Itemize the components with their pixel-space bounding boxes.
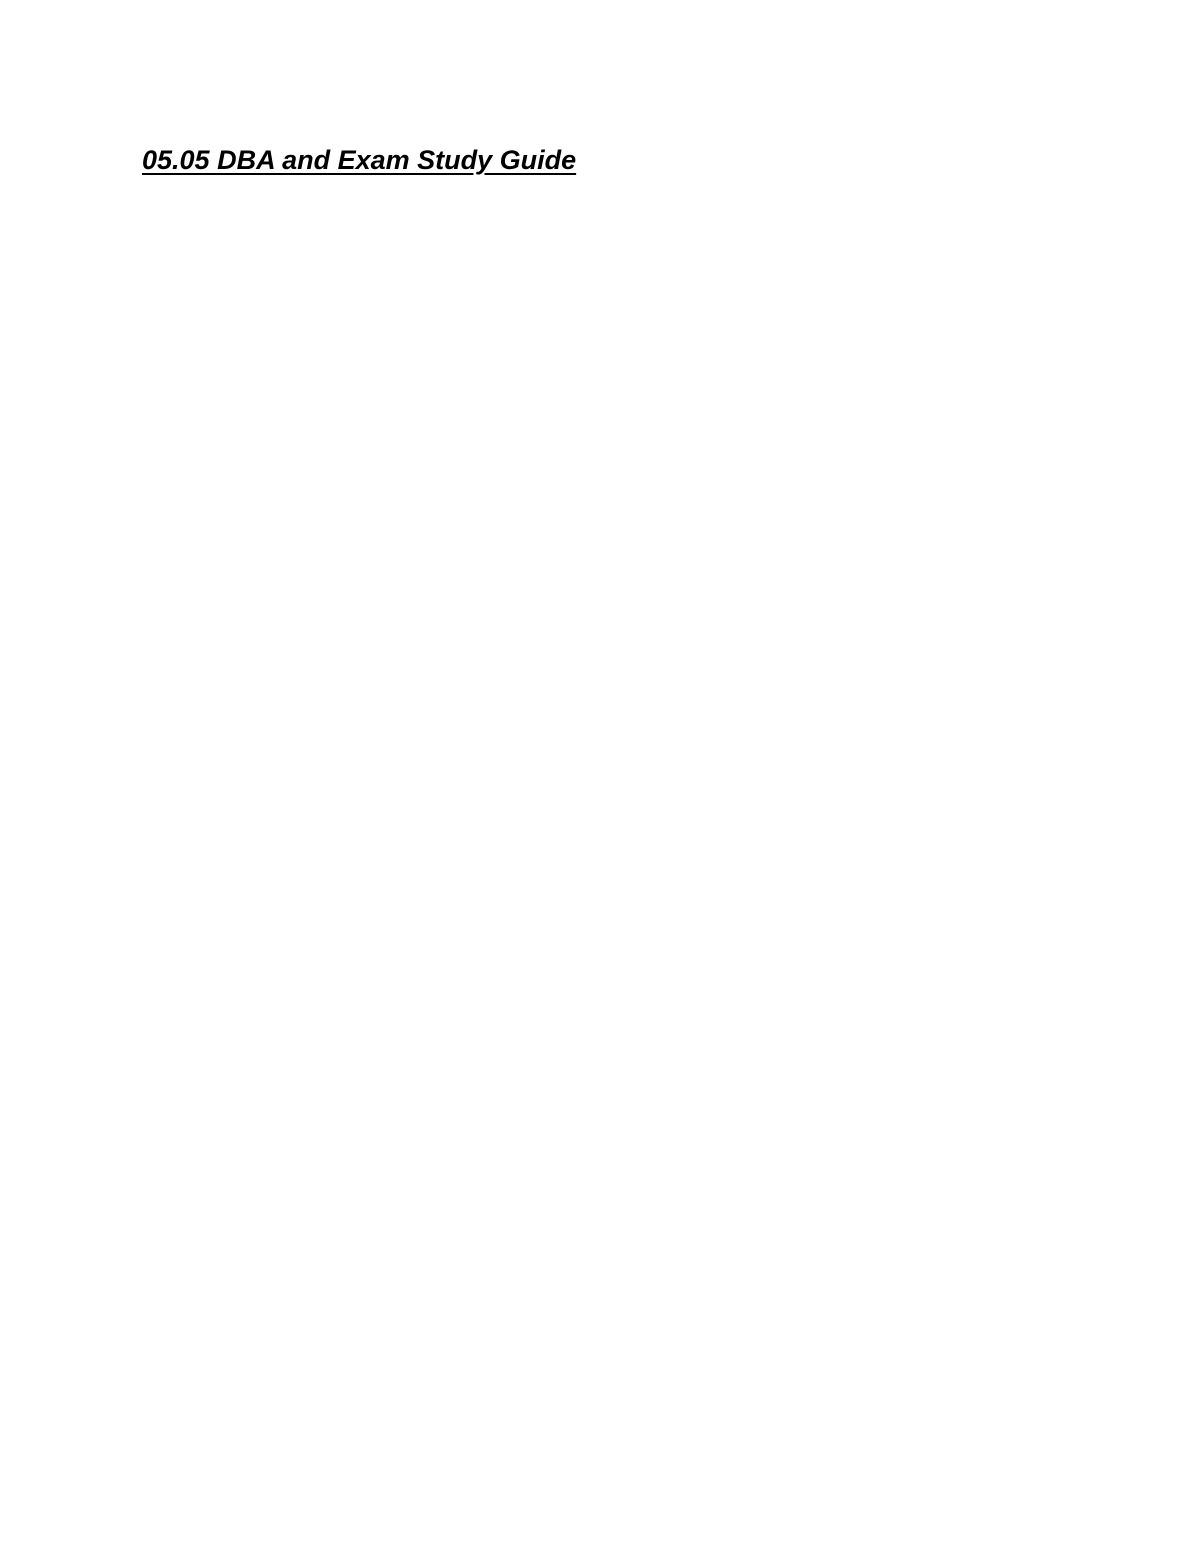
document-title: 05.05 DBA and Exam Study Guide — [142, 145, 577, 175]
document-page — [142, 140, 1082, 206]
